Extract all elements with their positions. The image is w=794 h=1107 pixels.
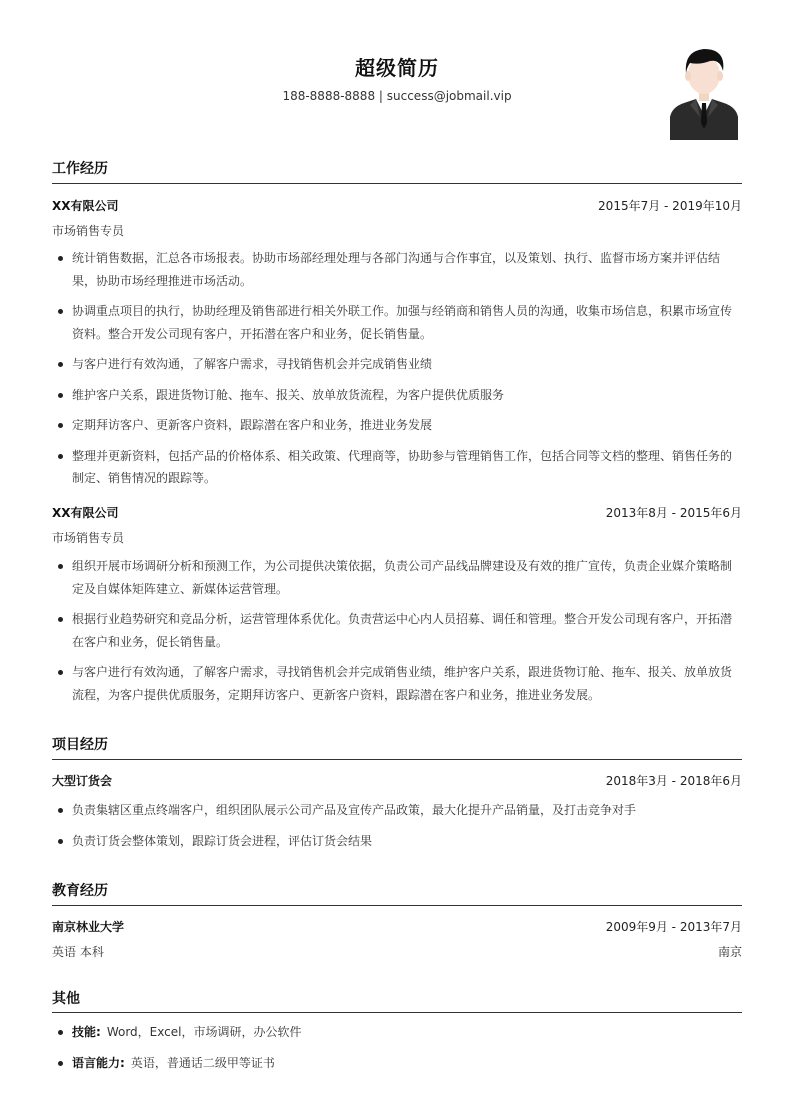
resume-name: 超级简历 (355, 56, 439, 80)
section-title-projects: 项目经历 (52, 737, 108, 753)
section-title-other: 其他 (52, 991, 80, 1007)
education-city: 南京 (717, 945, 742, 959)
list-item: 维护客户关系，跟进货物订舱、拖车、报关、放单放货流程，为客户提供优质服务 (52, 384, 742, 407)
project-name: 大型订货会 (52, 774, 113, 788)
language-key: 语言能力: (72, 1055, 125, 1070)
list-item: 根据行业趋势研究和竞品分析，运营管理体系优化。负责营运中心内人员招募、调任和管理。整合开发公司现有客户，开拓潜在客户和业务，促长销售量。 (52, 608, 742, 653)
list-item: 整理并更新资料，包括产品的价格体系、相关政策、代理商等，协助参与管理销售工作，包括合同等文档的整理、销售任务的制定、销售情况的跟踪等。 (52, 445, 742, 490)
section-title-education: 教育经历 (52, 883, 108, 899)
list-item: 负责集辖区重点终端客户，组织团队展示公司产品及宣传产品政策，最大化提升产品销量，及打击竞争对手 (52, 799, 742, 822)
contact-info: 188-8888-8888 | success@jobmail.vip (282, 89, 512, 103)
list-item: 组织开展市场调研分析和预测工作，为公司提供决策依据，负责公司产品线品牌建设及有效的推广宣传，负责企业媒介策略制定及自媒体矩阵建立、新媒体运营管理。 (52, 555, 742, 600)
section-divider (52, 905, 742, 906)
job-company: XX有限公司 (52, 506, 119, 520)
section-title-work: 工作经历 (52, 161, 108, 177)
job-period: 2013年8月 - 2015年6月 (605, 506, 742, 520)
resume-header (0, 0, 794, 150)
education-major: 英语 本科 (52, 945, 104, 959)
job-role: 市场销售专员 (52, 531, 125, 545)
avatar (670, 45, 738, 140)
list-item: 与客户进行有效沟通，了解客户需求，寻找销售机会并完成销售业绩，维护客户关系，跟进货物订舱、拖车、报关、放单放货流程，为客户提供优质服务，定期拜访客户、更新客户资料，跟踪潜在客户和业务，推进业务发展。 (52, 661, 742, 706)
list-item: 协调重点项目的执行，协助经理及销售部进行相关外联工作。加强与经销商和销售人员的沟通，收集市场信息，积累市场宣传资料。整合开发公司现有客户，开拓潜在客户和业务，促长销售量。 (52, 300, 742, 345)
job-period: 2015年7月 - 2019年10月 (598, 199, 742, 213)
school-name: 南京林业大学 (52, 920, 125, 934)
project-period: 2018年3月 - 2018年6月 (605, 774, 742, 788)
job-bullets (52, 247, 742, 498)
language-value: 英语，普通话二级甲等证书 (130, 1055, 275, 1070)
project-bullets (52, 799, 742, 860)
job-company: XX有限公司 (52, 199, 119, 213)
list-item: 负责订货会整体策划，跟踪订货会进程，评估订货会结果 (52, 830, 742, 853)
job-bullets (52, 555, 742, 714)
list-item (52, 1021, 742, 1044)
list-item: 定期拜访客户、更新客户资料，跟踪潜在客户和业务，推进业务发展 (52, 414, 742, 437)
other-bullets (52, 1021, 742, 1082)
section-divider (52, 1012, 742, 1013)
list-item: 与客户进行有效沟通，了解客户需求，寻找销售机会并完成销售业绩 (52, 353, 742, 376)
education-period: 2009年9月 - 2013年7月 (605, 920, 742, 934)
skill-key: 技能: (72, 1025, 101, 1039)
list-item: 统计销售数据，汇总各市场报表。协助市场部经理处理与各部门沟通与合作事宜，以及策划、执行、监督市场方案并评估结果，协助市场经理推进市场活动。 (52, 247, 742, 292)
job-role: 市场销售专员 (52, 224, 125, 238)
skill-value: Word，Excel，市场调研，办公软件 (106, 1025, 302, 1039)
section-divider (52, 759, 742, 760)
list-item (52, 1052, 742, 1075)
section-divider (52, 183, 742, 184)
